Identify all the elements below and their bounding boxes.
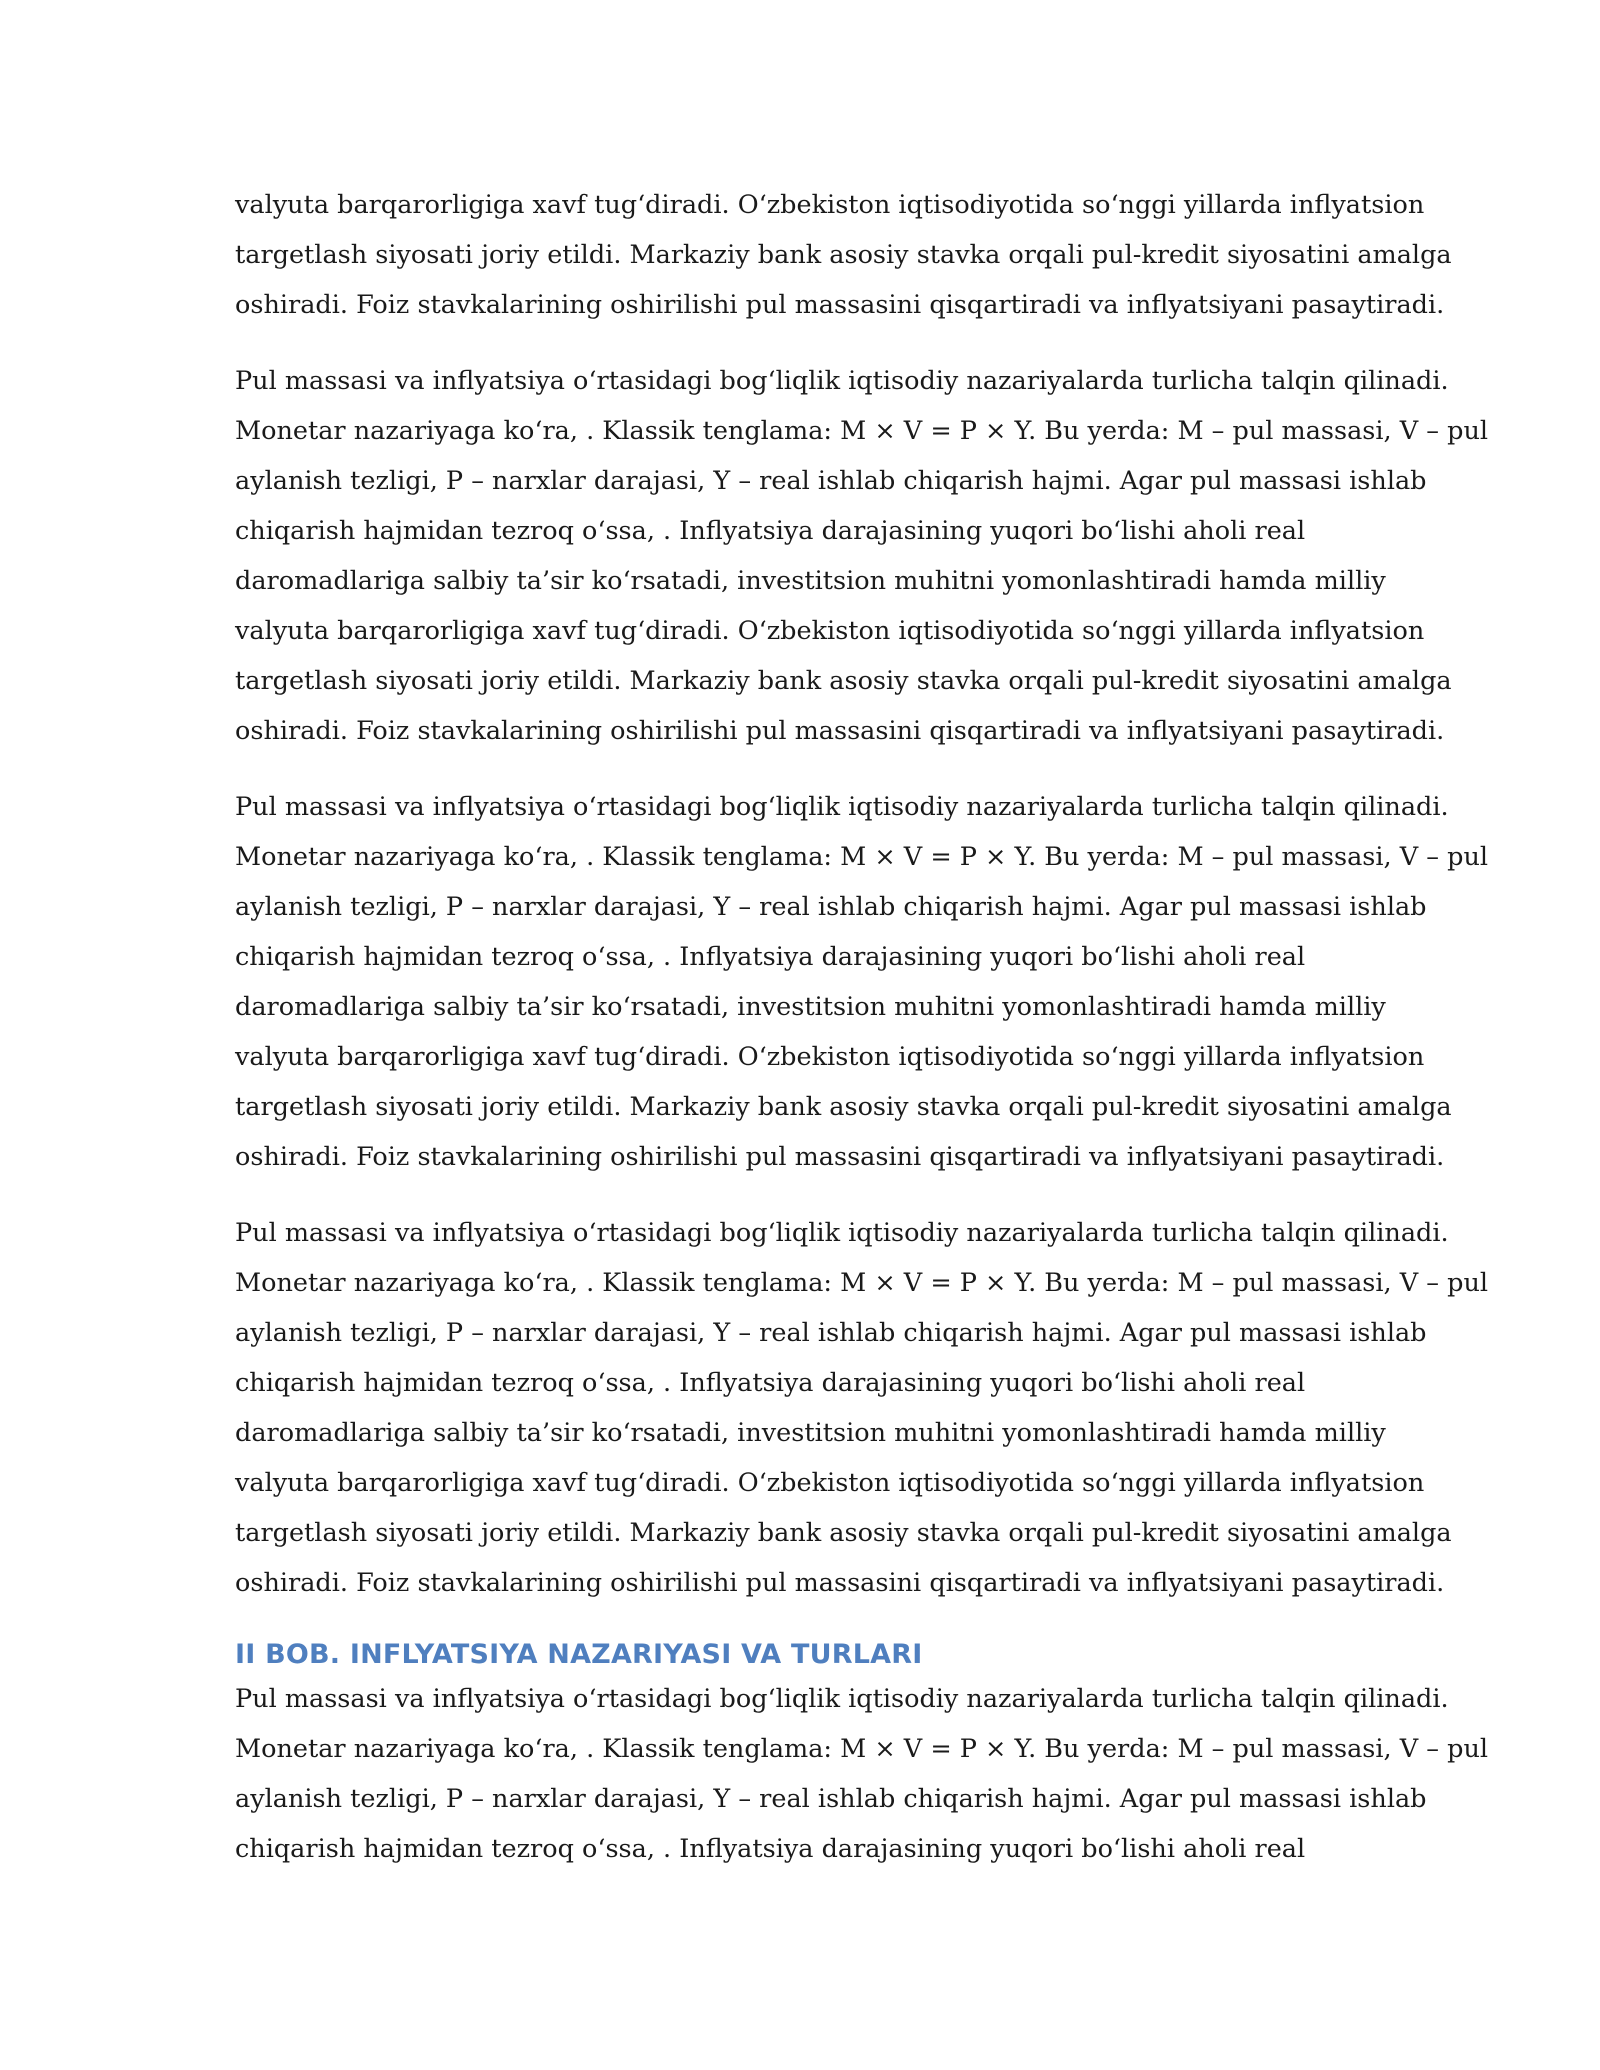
text-line: Monetar nazariyaga ko‘ra, . Klassik tenglama: M × V = P × Y. Bu yerda: M – pul massasi, V – pul bbox=[235, 1734, 1489, 1764]
text-line: daromadlariga salbiy ta’sir ko‘rsatadi, investitsion muhitni yomonlashtiradi hamda milliy bbox=[235, 1418, 1386, 1448]
paragraph-5 bbox=[235, 1674, 1489, 1874]
text-line: chiqarish hajmidan tezroq o‘ssa, . Inflyatsiya darajasining yuqori bo‘lishi aholi real bbox=[235, 942, 1306, 972]
text-line: Monetar nazariyaga ko‘ra, . Klassik tenglama: M × V = P × Y. Bu yerda: M – pul massasi, V – pul bbox=[235, 842, 1489, 872]
text-line: chiqarish hajmidan tezroq o‘ssa, . Inflyatsiya darajasining yuqori bo‘lishi aholi real bbox=[235, 1368, 1306, 1398]
document-body bbox=[235, 180, 1489, 1874]
text-line: oshiradi. Foiz stavkalarining oshirilishi pul massasini qisqartiradi va inflyatsiyani pasaytiradi. bbox=[235, 716, 1445, 746]
text-line: valyuta barqarorligiga xavf tug‘diradi. O‘zbekiston iqtisodiyotida so‘nggi yillarda inflyatsion bbox=[235, 190, 1425, 220]
paragraph-1 bbox=[235, 180, 1452, 330]
text-line: oshiradi. Foiz stavkalarining oshirilishi pul massasini qisqartiradi va inflyatsiyani pasaytiradi. bbox=[235, 1568, 1445, 1598]
text-line: Monetar nazariyaga ko‘ra, . Klassik tenglama: M × V = P × Y. Bu yerda: M – pul massasi, V – pul bbox=[235, 416, 1489, 446]
text-line: Pul massasi va inflyatsiya o‘rtasidagi bog‘liqlik iqtisodiy nazariyalarda turlicha talqin qilinadi. bbox=[235, 1684, 1449, 1714]
text-line: Pul massasi va inflyatsiya o‘rtasidagi bog‘liqlik iqtisodiy nazariyalarda turlicha talqin qilinadi. bbox=[235, 366, 1449, 396]
text-line: oshiradi. Foiz stavkalarining oshirilishi pul massasini qisqartiradi va inflyatsiyani pasaytiradi. bbox=[235, 1142, 1445, 1172]
paragraph-4 bbox=[235, 1208, 1489, 1608]
text-line: chiqarish hajmidan tezroq o‘ssa, . Inflyatsiya darajasining yuqori bo‘lishi aholi real bbox=[235, 1834, 1306, 1864]
paragraph-2 bbox=[235, 356, 1489, 756]
text-line: chiqarish hajmidan tezroq o‘ssa, . Inflyatsiya darajasining yuqori bo‘lishi aholi real bbox=[235, 516, 1306, 546]
paragraph-3 bbox=[235, 782, 1489, 1182]
text-line: Monetar nazariyaga ko‘ra, . Klassik tenglama: M × V = P × Y. Bu yerda: M – pul massasi, V – pul bbox=[235, 1268, 1489, 1298]
text-line: targetlash siyosati joriy etildi. Markaziy bank asosiy stavka orqali pul-kredit siyosatini amalga bbox=[235, 1092, 1452, 1122]
text-line: daromadlariga salbiy ta’sir ko‘rsatadi, investitsion muhitni yomonlashtiradi hamda milliy bbox=[235, 992, 1386, 1022]
text-line: aylanish tezligi, P – narxlar darajasi, Y – real ishlab chiqarish hajmi. Agar pul massasi ishlab bbox=[235, 1784, 1427, 1814]
text-line: aylanish tezligi, P – narxlar darajasi, Y – real ishlab chiqarish hajmi. Agar pul massasi ishlab bbox=[235, 892, 1427, 922]
section-heading: II BOB. INFLYATSIYA NAZARIYASI VA TURLARI bbox=[235, 1639, 923, 1670]
text-line: daromadlariga salbiy ta’sir ko‘rsatadi, investitsion muhitni yomonlashtiradi hamda milliy bbox=[235, 566, 1386, 596]
text-line: targetlash siyosati joriy etildi. Markaziy bank asosiy stavka orqali pul-kredit siyosatini amalga bbox=[235, 240, 1452, 270]
text-line: Pul massasi va inflyatsiya o‘rtasidagi bog‘liqlik iqtisodiy nazariyalarda turlicha talqin qilinadi. bbox=[235, 792, 1449, 822]
text-line: aylanish tezligi, P – narxlar darajasi, Y – real ishlab chiqarish hajmi. Agar pul massasi ishlab bbox=[235, 1318, 1427, 1348]
text-line: valyuta barqarorligiga xavf tug‘diradi. O‘zbekiston iqtisodiyotida so‘nggi yillarda inflyatsion bbox=[235, 616, 1425, 646]
text-line: targetlash siyosati joriy etildi. Markaziy bank asosiy stavka orqali pul-kredit siyosatini amalga bbox=[235, 1518, 1452, 1548]
text-line: targetlash siyosati joriy etildi. Markaziy bank asosiy stavka orqali pul-kredit siyosatini amalga bbox=[235, 666, 1452, 696]
text-line: Pul massasi va inflyatsiya o‘rtasidagi bog‘liqlik iqtisodiy nazariyalarda turlicha talqin qilinadi. bbox=[235, 1218, 1449, 1248]
text-line: oshiradi. Foiz stavkalarining oshirilishi pul massasini qisqartiradi va inflyatsiyani pasaytiradi. bbox=[235, 290, 1445, 320]
text-line: valyuta barqarorligiga xavf tug‘diradi. O‘zbekiston iqtisodiyotida so‘nggi yillarda inflyatsion bbox=[235, 1468, 1425, 1498]
text-line: valyuta barqarorligiga xavf tug‘diradi. O‘zbekiston iqtisodiyotida so‘nggi yillarda inflyatsion bbox=[235, 1042, 1425, 1072]
text-line: aylanish tezligi, P – narxlar darajasi, Y – real ishlab chiqarish hajmi. Agar pul massasi ishlab bbox=[235, 466, 1427, 496]
